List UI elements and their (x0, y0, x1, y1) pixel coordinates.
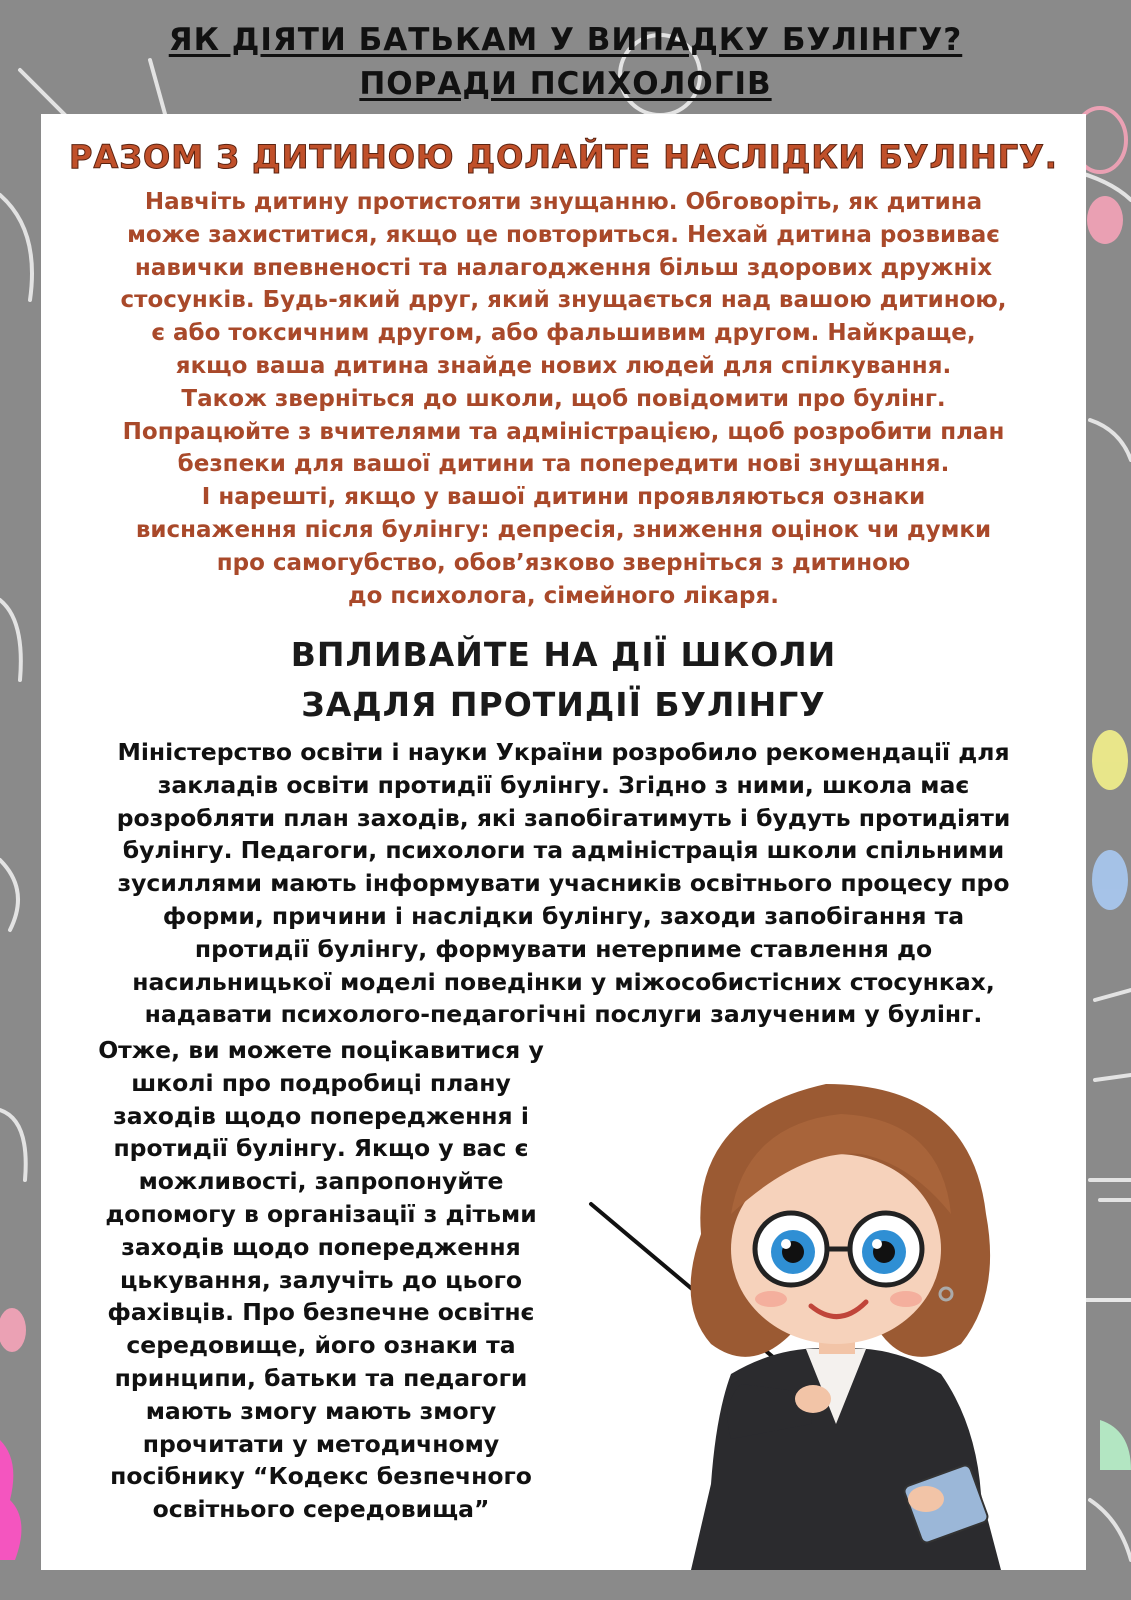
text-line: Міністерство освіти і науки України розробило рекомендації для (117, 738, 1010, 766)
text-line: навички впевненості та налагодження більш здорових дружніх (134, 254, 993, 281)
text-line: насильницької моделі поведінки у міжособистісних стосунках, (132, 967, 995, 996)
section2-heading-line1: ВПЛИВАЙТЕ НА ДІЇ ШКОЛИ (290, 635, 837, 674)
text-line: І нарешті, якщо у вашої дитини проявляються ознаки (201, 484, 926, 511)
text-line: форми, причини і наслідки булінгу, заходи запобігання та (162, 901, 965, 930)
section2-heading (41, 630, 1086, 730)
text-line: заходів щодо попередження (121, 1232, 521, 1261)
section1-heading: РАЗОМ З ДИТИНОЮ ДОЛАЙТЕ НАСЛІДКИ БУЛІНГУ. (69, 138, 1058, 176)
text-line: прочитати у методичному (142, 1429, 500, 1458)
text-line: Отже, ви можете поцікавитися у (98, 1036, 544, 1064)
text-line: Навчіть дитину протистояти знущанню. Обговоріть, як дитина (144, 189, 983, 215)
teacher-with-pointer-illustration (581, 1044, 1086, 1570)
text-line: середовище, його ознаки та (126, 1331, 516, 1360)
text-line: розробляти план заходів, які запобігатимуть і будуть протидіяти (116, 803, 1011, 832)
text-line: посібнику “Кодекс безпечного (110, 1462, 532, 1491)
text-line: протидії булінгу. Якщо у вас є (113, 1134, 529, 1163)
section2-paragraph (51, 736, 1076, 1031)
text-line: про самогубство, обов’язково зверніться з дитиною (216, 549, 911, 576)
text-line: школі про подробиці плану (131, 1068, 511, 1097)
text-line: до психолога, сімейного лікаря. (348, 582, 779, 609)
text-line: можливості, запропонуйте (138, 1167, 504, 1196)
content-panel (41, 114, 1086, 1570)
text-line: освітнього середовища” (152, 1495, 490, 1524)
text-line: є або токсичним другом, або фальшивим другом. Найкраще, (151, 320, 976, 347)
text-line: Попрацюйте з вчителями та адміністрацією, щоб розробити план (122, 418, 1005, 445)
text-line: цькування, залучіть до цього (120, 1265, 522, 1294)
text-line: допомогу в організації з дітьми (105, 1199, 537, 1228)
text-line: мають змогу мають змогу (145, 1396, 497, 1425)
text-line: протидії булінгу, формувати нетерпиме ставлення до (194, 934, 933, 963)
section1-paragraph (63, 186, 1064, 612)
text-line: безпеки для вашої дитини та попередити нові знущання. (177, 451, 950, 478)
text-line: стосунків. Будь-який друг, який знущається над вашою дитиною, (120, 287, 1007, 314)
page-header (0, 18, 1131, 106)
text-line: якщо ваша дитина знайде нових людей для спілкування. (175, 352, 952, 379)
text-line: булінгу. Педагоги, психологи та адміністрація школи спільними (122, 836, 1005, 865)
header-title-line1: ЯК ДІЯТИ БАТЬКАМ У ВИПАДКУ БУЛІНГУ? (168, 22, 963, 58)
header-title-line2: ПОРАДИ ПСИХОЛОГІВ (359, 66, 772, 102)
text-line: принципи, батьки та педагоги (114, 1363, 528, 1392)
text-line: фахівців. Про безпечне освітнє (107, 1298, 535, 1327)
text-line: виснаження після булінгу: депресія, зниження оцінок чи думки (135, 516, 992, 543)
section3-paragraph (71, 1034, 571, 1526)
text-line: заходів щодо попередження і (113, 1101, 529, 1130)
text-line: закладів освіти протидії булінгу. Згідно з ними, школа має (157, 770, 970, 799)
text-line: надавати психолого-педагогічні послуги залученим у булінг. (144, 1000, 983, 1029)
text-line: може захиститися, якщо це повториться. Нехай дитина розвиває (127, 221, 1000, 248)
section2-heading-line2: ЗАДЛЯ ПРОТИДІЇ БУЛІНГУ (301, 685, 826, 724)
text-line: зусиллями мають інформувати учасників освітнього процесу про (117, 869, 1010, 898)
text-line: Також зверніться до школи, щоб повідомити про булінг. (181, 385, 946, 412)
